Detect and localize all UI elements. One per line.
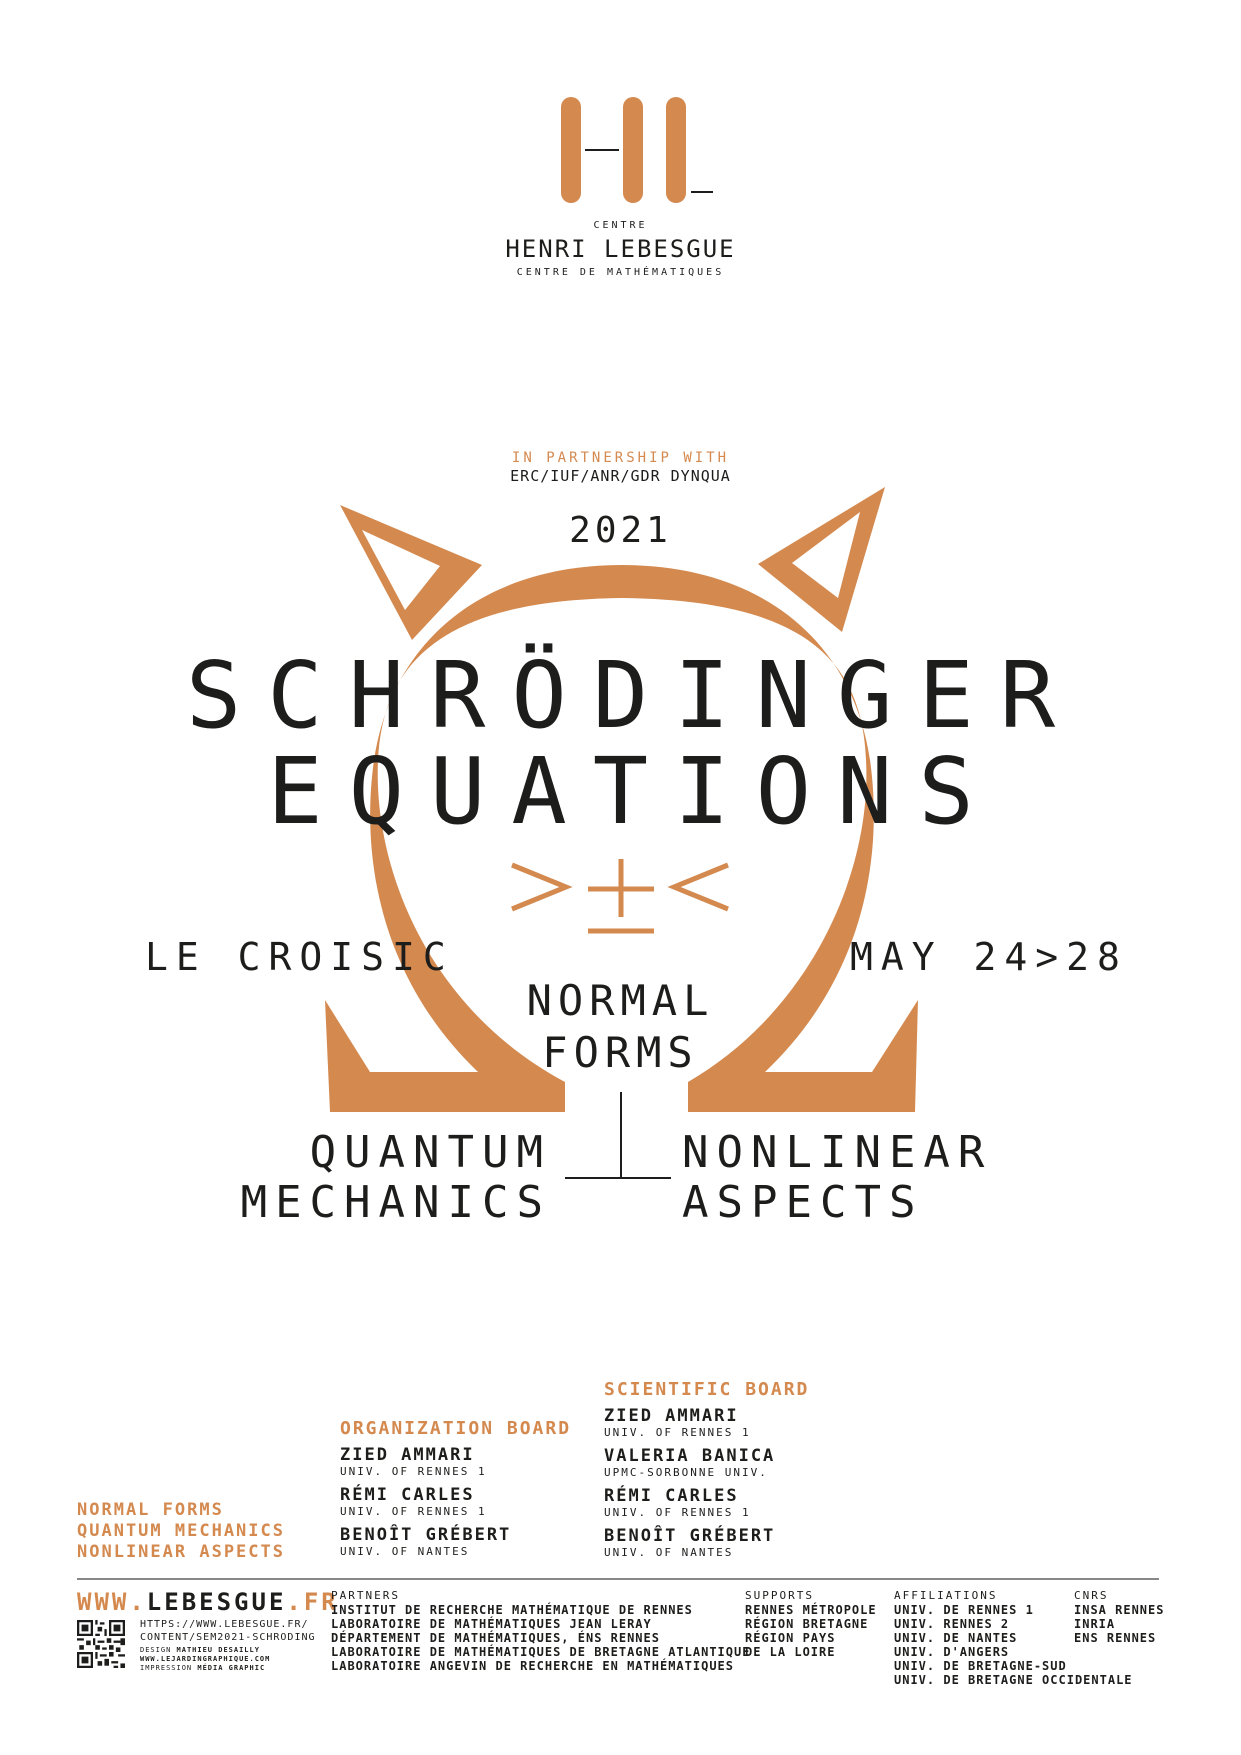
board-member bbox=[340, 1525, 571, 1559]
member-name: RÉMI CARLES bbox=[340, 1485, 475, 1505]
affiliation-item: UNIV. RENNES 2 bbox=[894, 1617, 1010, 1631]
member-affiliation: UNIV. OF NANTES bbox=[604, 1546, 734, 1559]
website-suffix: .FR bbox=[286, 1588, 339, 1616]
member-affiliation: UNIV. OF NANTES bbox=[340, 1545, 470, 1558]
location: LE CROISIC bbox=[145, 935, 454, 979]
logo bbox=[0, 0, 1241, 300]
scientific-board bbox=[604, 1379, 809, 1560]
topic-nonlinear-line1: NONLINEAR bbox=[682, 1127, 993, 1178]
credit-print: MÉDIA GRAPHIC bbox=[197, 1664, 266, 1672]
credit-design-label: DESIGN bbox=[140, 1646, 172, 1654]
affiliation-item: UNIV. DE RENNES 1 bbox=[894, 1603, 1034, 1617]
credit-print-label: IMPRESSION bbox=[140, 1664, 193, 1672]
footer-divider bbox=[77, 1578, 1159, 1580]
credit-design: MATHIEU DESAILLY bbox=[176, 1646, 260, 1654]
topic-normal-forms-line2: FORMS bbox=[542, 1028, 699, 1077]
topics-list-item: QUANTUM MECHANICS bbox=[77, 1521, 285, 1541]
affiliations-col2-block bbox=[1074, 1589, 1164, 1645]
board-member bbox=[604, 1486, 809, 1520]
affiliations-col2-label: CNRS bbox=[1074, 1589, 1109, 1602]
organization-board-heading: ORGANIZATION BOARD bbox=[340, 1418, 572, 1439]
support-item: RÉGION BRETAGNE bbox=[745, 1617, 869, 1631]
affiliation-item: UNIV. DE BRETAGNE-SUD bbox=[894, 1659, 1067, 1673]
event-url[interactable] bbox=[140, 1618, 316, 1644]
supports-label: SUPPORTS bbox=[745, 1589, 814, 1602]
connector-horizontal bbox=[565, 1177, 671, 1179]
credit-site: WWW.LEJARDINGRAPHIQUE.COM bbox=[140, 1655, 271, 1663]
affiliation-item: INRIA bbox=[1074, 1617, 1116, 1631]
plus-minus-face-icon bbox=[506, 855, 736, 945]
website-prefix: WWW. bbox=[77, 1588, 147, 1616]
partnership-label: IN PARTNERSHIP WITH bbox=[511, 450, 730, 466]
scientific-board-heading: SCIENTIFIC BOARD bbox=[604, 1379, 810, 1400]
partner-item: LABORATOIRE ANGEVIN DE RECHERCHE EN MATHÉMATIQUES bbox=[331, 1659, 735, 1673]
website-link[interactable] bbox=[77, 1588, 339, 1616]
event-url-line2: CONTENT/SEM2021-SCHRODING bbox=[140, 1632, 316, 1643]
organization-board bbox=[340, 1418, 571, 1559]
affiliation-item: ENS RENNES bbox=[1074, 1631, 1157, 1645]
partner-item: LABORATOIRE DE MATHÉMATIQUES DE BRETAGNE ATLANTIQUE bbox=[331, 1645, 751, 1659]
event-date: MAY 24>28 bbox=[850, 935, 1128, 979]
qr-code-icon bbox=[77, 1620, 125, 1668]
member-affiliation: UNIV. OF RENNES 1 bbox=[340, 1465, 487, 1478]
logo-subtitle: CENTRE DE MATHÉMATIQUES bbox=[516, 267, 725, 278]
member-name: VALERIA BANICA bbox=[604, 1446, 776, 1466]
affiliation-item: INSA RENNES bbox=[1074, 1603, 1165, 1617]
website-main: LEBESGUE bbox=[146, 1588, 287, 1616]
topic-quantum-line2: MECHANICS bbox=[240, 1177, 551, 1228]
board-member bbox=[340, 1485, 571, 1519]
partnership-value: ERC/IUF/ANR/GDR DYNQUA bbox=[510, 467, 731, 485]
topics-list-item: NORMAL FORMS bbox=[77, 1500, 224, 1520]
topic-normal-forms bbox=[0, 975, 1241, 1079]
logo-centre: CENTRE bbox=[593, 220, 648, 231]
member-name: RÉMI CARLES bbox=[604, 1486, 739, 1506]
board-member bbox=[604, 1526, 809, 1560]
topics-list-item: NONLINEAR ASPECTS bbox=[77, 1542, 285, 1562]
member-name: BENOÎT GRÉBERT bbox=[604, 1526, 776, 1546]
affiliation-item: UNIV. DE NANTES bbox=[894, 1631, 1018, 1645]
topic-nonlinear-line2: ASPECTS bbox=[682, 1177, 924, 1228]
member-affiliation: UNIV. OF RENNES 1 bbox=[604, 1426, 751, 1439]
affiliations-label: AFFILIATIONS bbox=[894, 1589, 998, 1602]
affiliation-item: UNIV. DE BRETAGNE OCCIDENTALE bbox=[894, 1673, 1133, 1687]
support-item: RÉGION PAYS bbox=[745, 1631, 836, 1645]
member-affiliation: UNIV. OF RENNES 1 bbox=[340, 1505, 487, 1518]
support-item: DE LA LOIRE bbox=[745, 1645, 836, 1659]
topics-list bbox=[77, 1500, 285, 1563]
topic-normal-forms-line1: NORMAL bbox=[526, 976, 715, 1025]
member-name: ZIED AMMARI bbox=[340, 1445, 475, 1465]
supports-block bbox=[745, 1589, 877, 1659]
partner-item: DÉPARTEMENT DE MATHÉMATIQUES, ÉNS RENNES bbox=[331, 1631, 660, 1645]
member-affiliation: UNIV. OF RENNES 1 bbox=[604, 1506, 751, 1519]
event-url-line1: HTTPS://WWW.LEBESGUE.FR/ bbox=[140, 1619, 309, 1630]
partners-label: PARTNERS bbox=[331, 1589, 400, 1602]
board-member bbox=[340, 1445, 571, 1479]
member-affiliation: UPMC-SORBONNE UNIV. bbox=[604, 1466, 768, 1479]
partners-block bbox=[331, 1589, 750, 1673]
hl-monogram-icon bbox=[555, 95, 715, 205]
topic-quantum-line1: QUANTUM bbox=[309, 1127, 551, 1178]
member-name: ZIED AMMARI bbox=[604, 1406, 739, 1426]
year: 2021 bbox=[569, 510, 672, 551]
member-name: BENOÎT GRÉBERT bbox=[340, 1525, 512, 1545]
partner-item: INSTITUT DE RECHERCHE MATHÉMATIQUE DE RENNES bbox=[331, 1603, 693, 1617]
support-item: RENNES MÉTROPOLE bbox=[745, 1603, 877, 1617]
board-member bbox=[604, 1446, 809, 1480]
logo-name: HENRI LEBESGUE bbox=[505, 235, 736, 263]
affiliation-item: UNIV. D'ANGERS bbox=[894, 1645, 1010, 1659]
board-member bbox=[604, 1406, 809, 1440]
topic-quantum-mechanics bbox=[241, 1128, 551, 1228]
topic-nonlinear-aspects bbox=[682, 1128, 992, 1228]
title-line2: EQUATIONS bbox=[267, 738, 1000, 845]
credits bbox=[140, 1646, 270, 1673]
connector-vertical bbox=[620, 1092, 622, 1178]
partner-item: LABORATOIRE DE MATHÉMATIQUES JEAN LERAY bbox=[331, 1617, 652, 1631]
title-line1: SCHRÖDINGER bbox=[185, 642, 1082, 749]
